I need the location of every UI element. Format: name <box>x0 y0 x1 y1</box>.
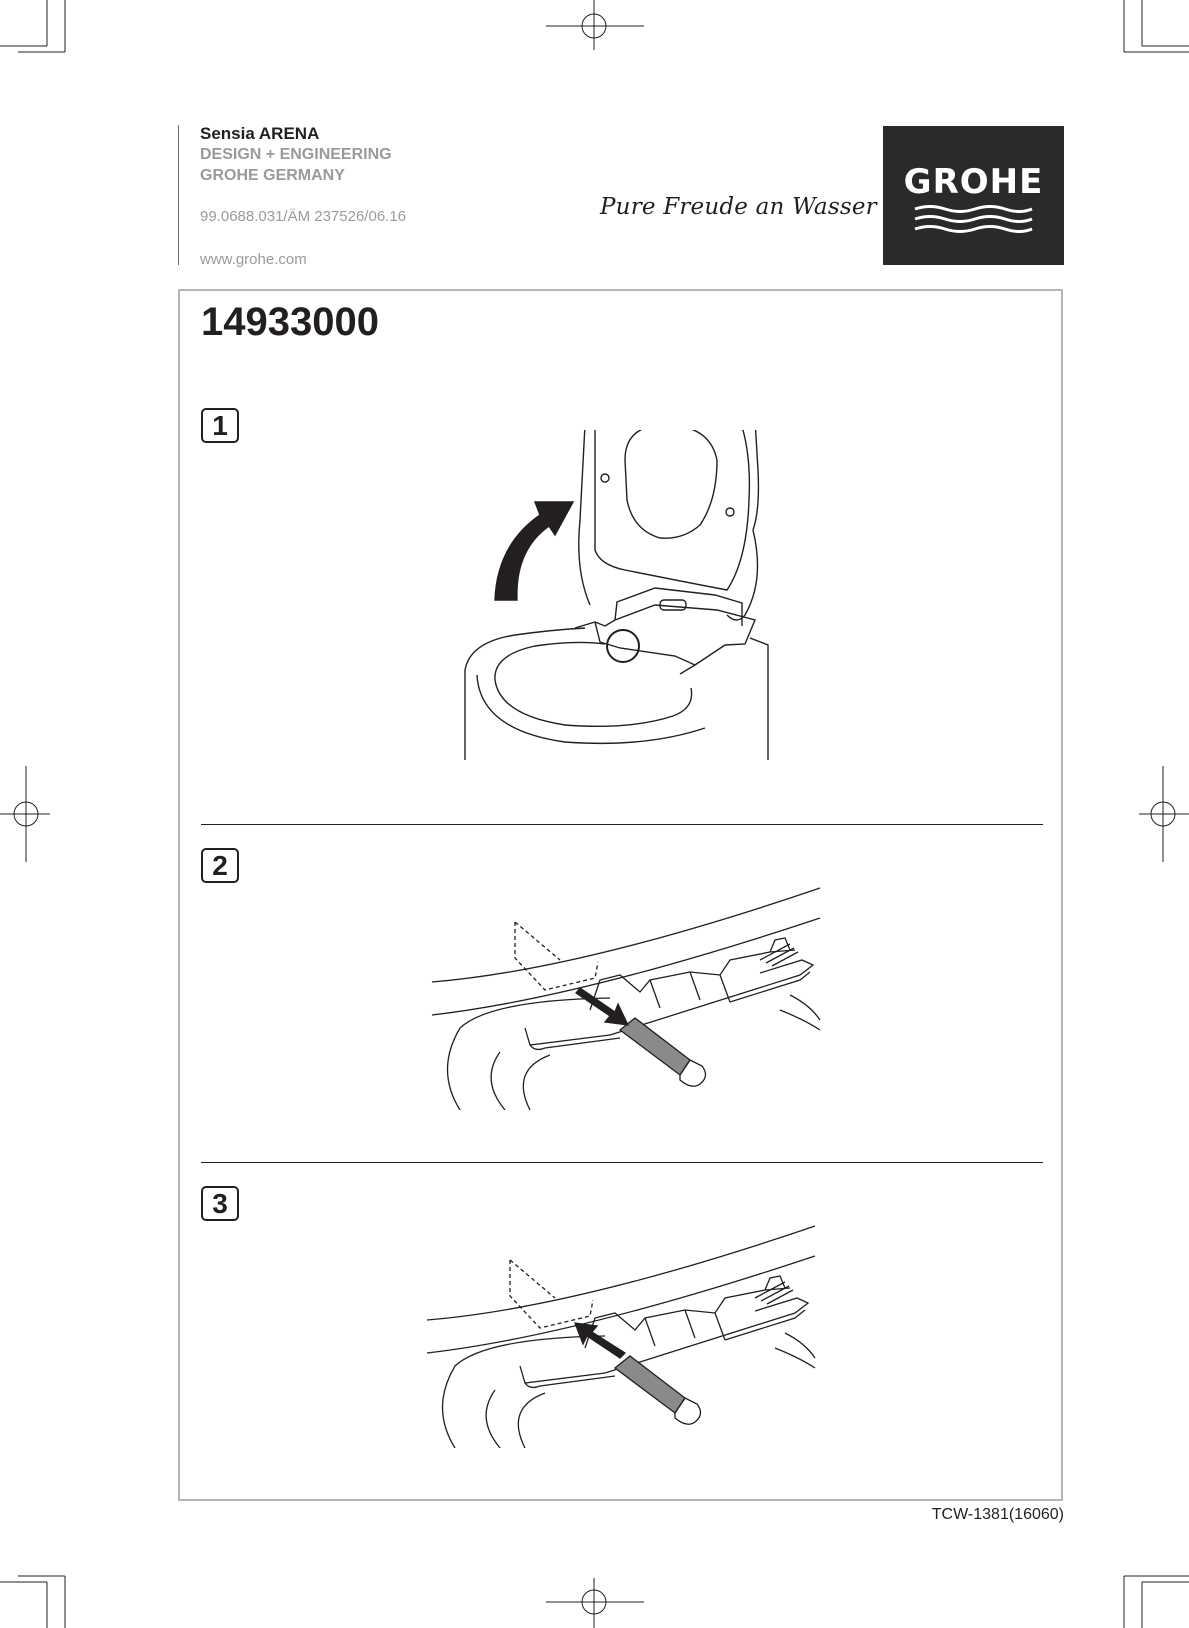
brand-tagline: Pure Freude an Wasser <box>600 194 877 220</box>
filter-insertion-illustration <box>425 1218 825 1448</box>
part-number: 14933000 <box>201 300 379 344</box>
step-divider-1 <box>201 824 1043 825</box>
filter-removal-illustration <box>430 880 830 1110</box>
website-link[interactable]: www.grohe.com <box>200 251 307 268</box>
footer-code: TCW-1381(16060) <box>931 1506 1064 1523</box>
step-1-badge: 1 <box>201 408 239 443</box>
toilet-seat-lift-illustration <box>455 430 805 760</box>
origin-line: GROHE GERMANY <box>200 167 345 184</box>
step-divider-2 <box>201 1162 1043 1163</box>
logo-wordmark: GROHE <box>903 162 1044 202</box>
document-number: 99.0688.031/ÄM 237526/06.16 <box>200 208 407 225</box>
wave-icon <box>913 204 1034 234</box>
product-model: Sensia ARENA <box>200 124 320 143</box>
step-3-badge: 3 <box>201 1186 239 1221</box>
step-2-badge: 2 <box>201 848 239 883</box>
design-line: DESIGN + ENGINEERING <box>200 146 392 163</box>
grohe-logo <box>883 126 1064 265</box>
header-divider <box>178 125 179 265</box>
